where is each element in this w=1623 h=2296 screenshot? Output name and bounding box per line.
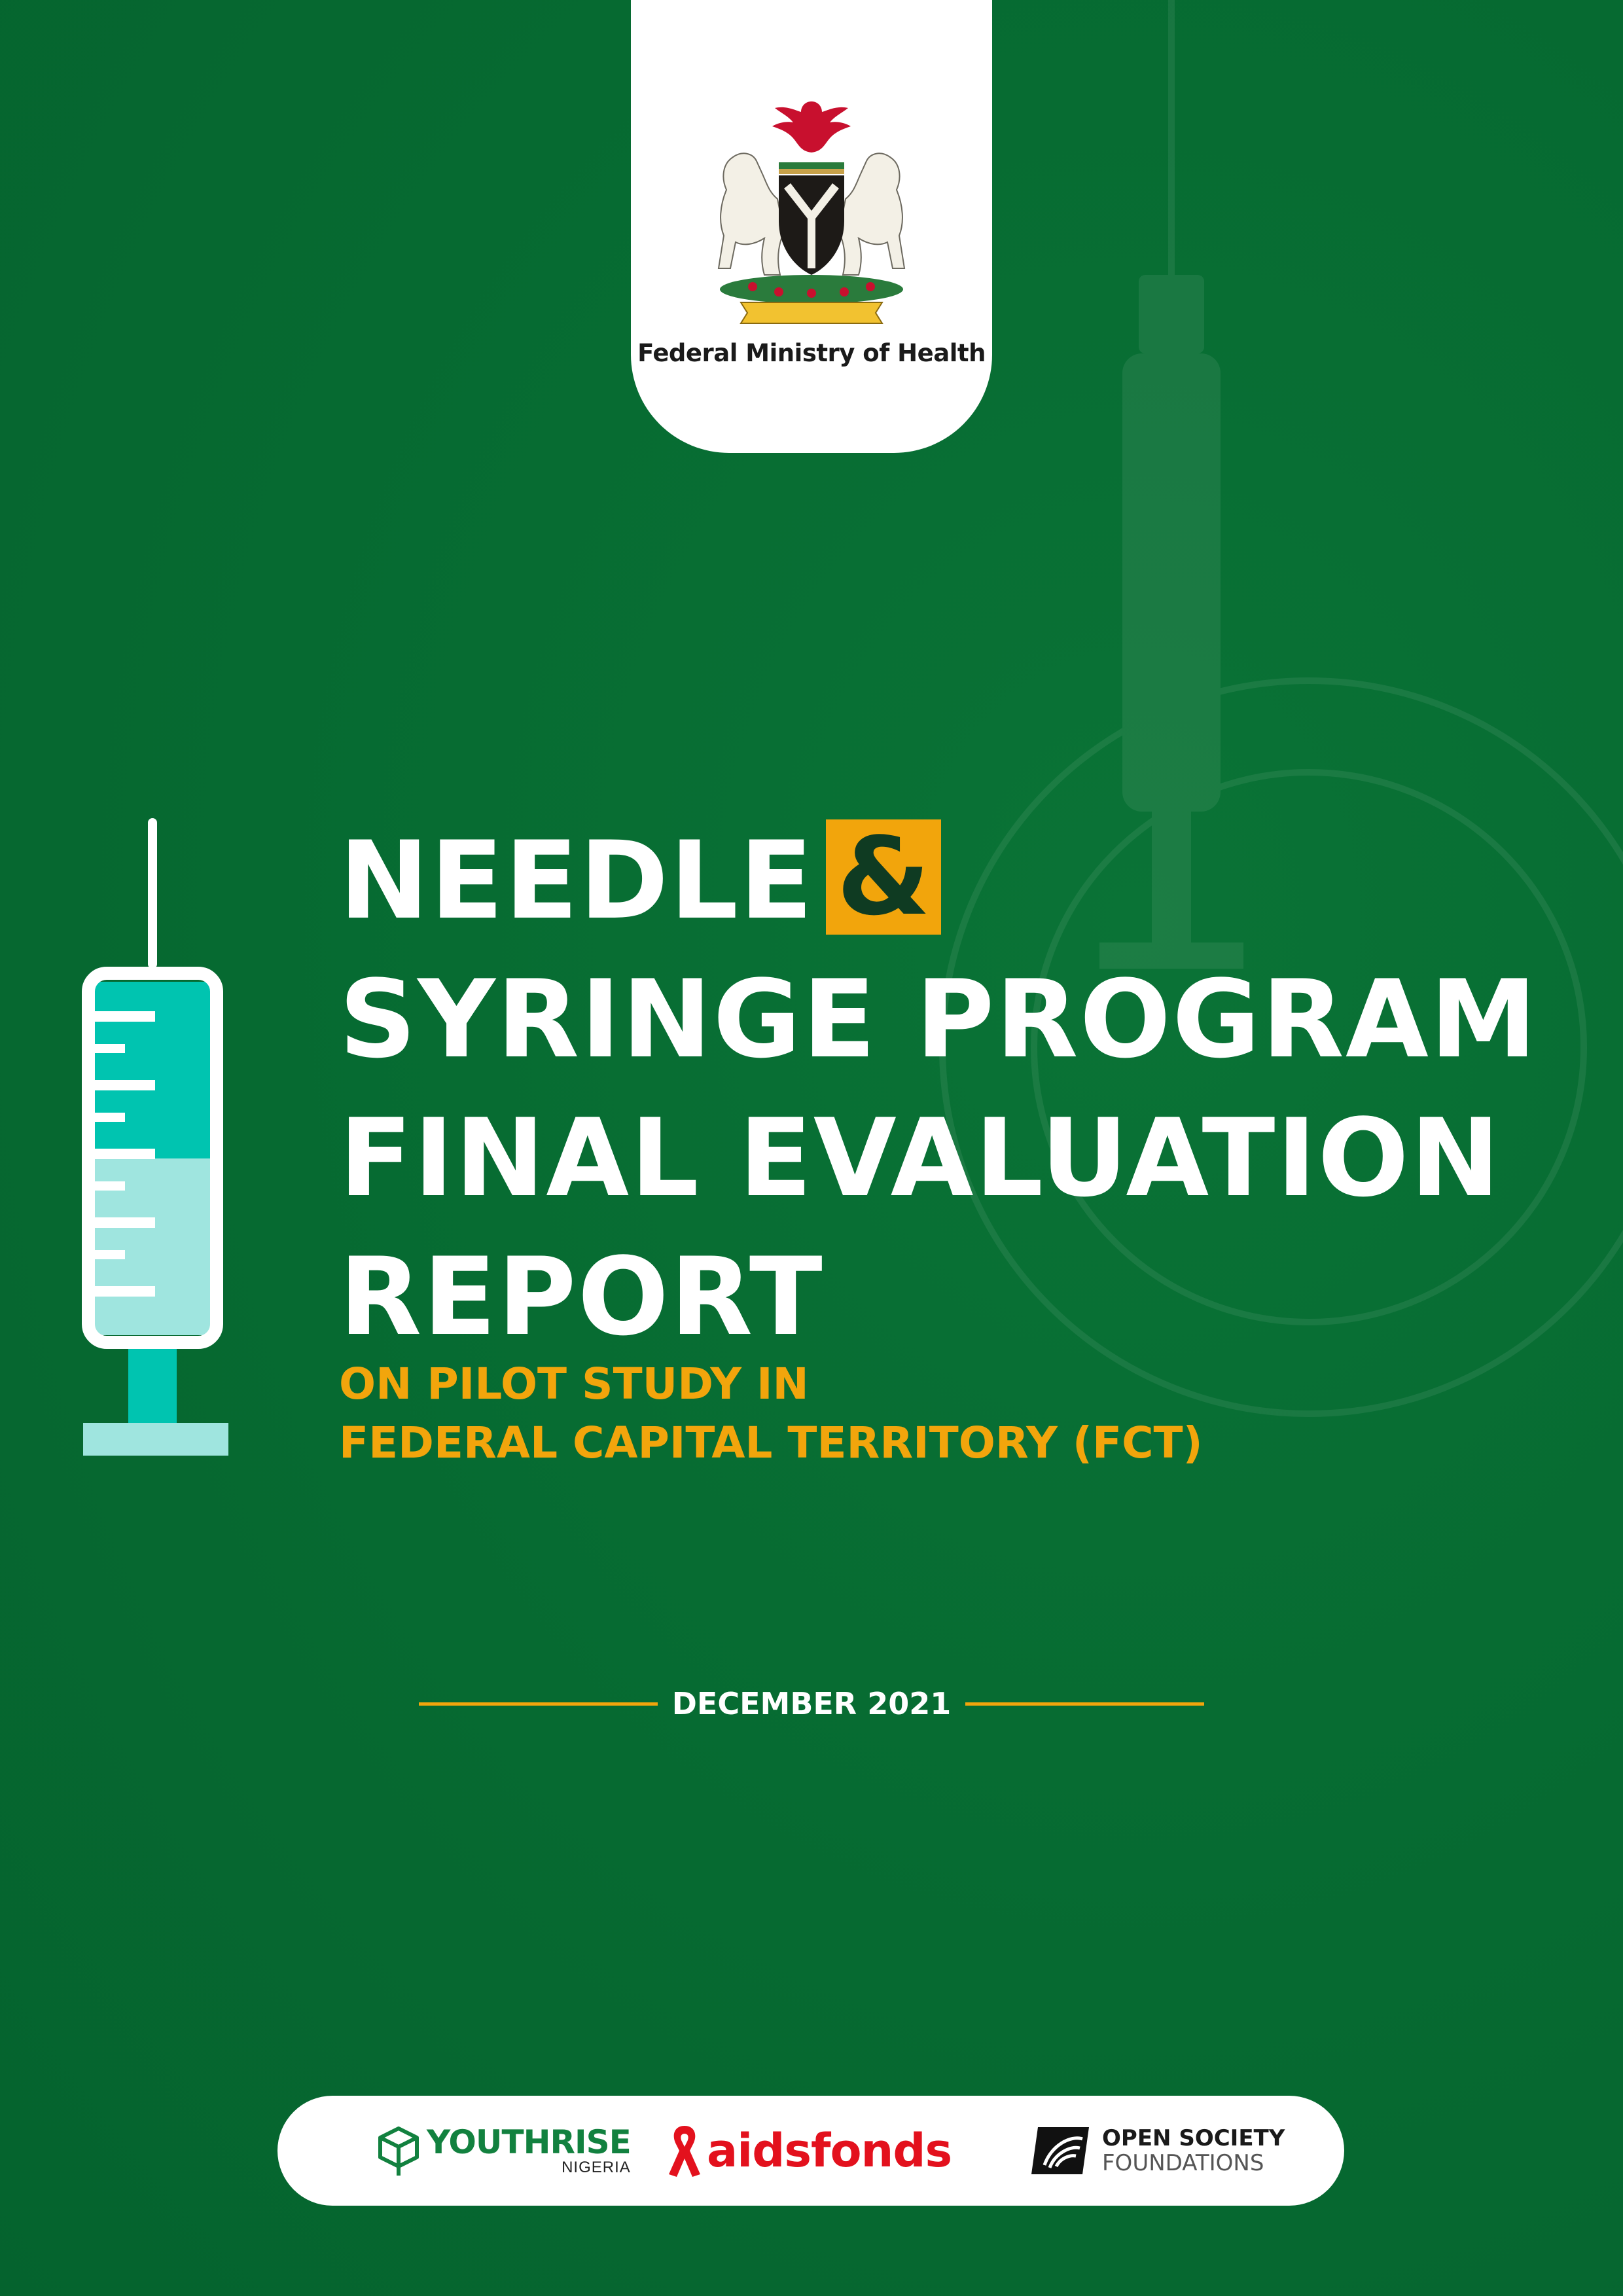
report-date: DECEMBER 2021 (671, 1686, 952, 1721)
aidsfonds-logo (666, 2096, 952, 2206)
ministry-header-tab (631, 0, 992, 453)
title-line-2: SYRINGE PROGRAM (339, 957, 1539, 1082)
title-needle: NEEDLE (339, 818, 814, 943)
youthrise-country: NIGERIA (562, 2159, 631, 2176)
coat-of-arms-icon (681, 98, 942, 324)
aidsfonds-name: aidsfonds (707, 2124, 952, 2178)
title-line-4: REPORT (339, 1234, 824, 1359)
partner-logos-bar (277, 2096, 1344, 2206)
osf-swirl-icon (1030, 2125, 1090, 2177)
osf-name-line-1: OPEN SOCIETY (1102, 2125, 1285, 2151)
report-date-row (419, 1681, 1204, 1727)
youthrise-logo (376, 2096, 631, 2206)
ampersand-badge: & (826, 819, 941, 935)
osf-name-line-2: FOUNDATIONS (1102, 2150, 1264, 2176)
red-ribbon-icon (666, 2122, 703, 2179)
date-rule-right (965, 1702, 1204, 1706)
date-rule-left (419, 1702, 658, 1706)
youthrise-cube-icon (376, 2125, 421, 2177)
title-line-3: FINAL EVALUATION (339, 1096, 1502, 1221)
report-subtitle (339, 1355, 1582, 1473)
syringe-icon (77, 818, 234, 1460)
subtitle-line-2: FEDERAL CAPITAL TERRITORY (FCT) (339, 1418, 1203, 1468)
youthrise-name: YOUTHRISE (427, 2123, 631, 2161)
title-line-1 (339, 812, 1602, 950)
ministry-name: Federal Ministry of Health (637, 339, 986, 367)
osf-logo (1030, 2096, 1285, 2206)
report-title (339, 812, 1602, 1367)
subtitle-line-1: ON PILOT STUDY IN (339, 1359, 809, 1409)
